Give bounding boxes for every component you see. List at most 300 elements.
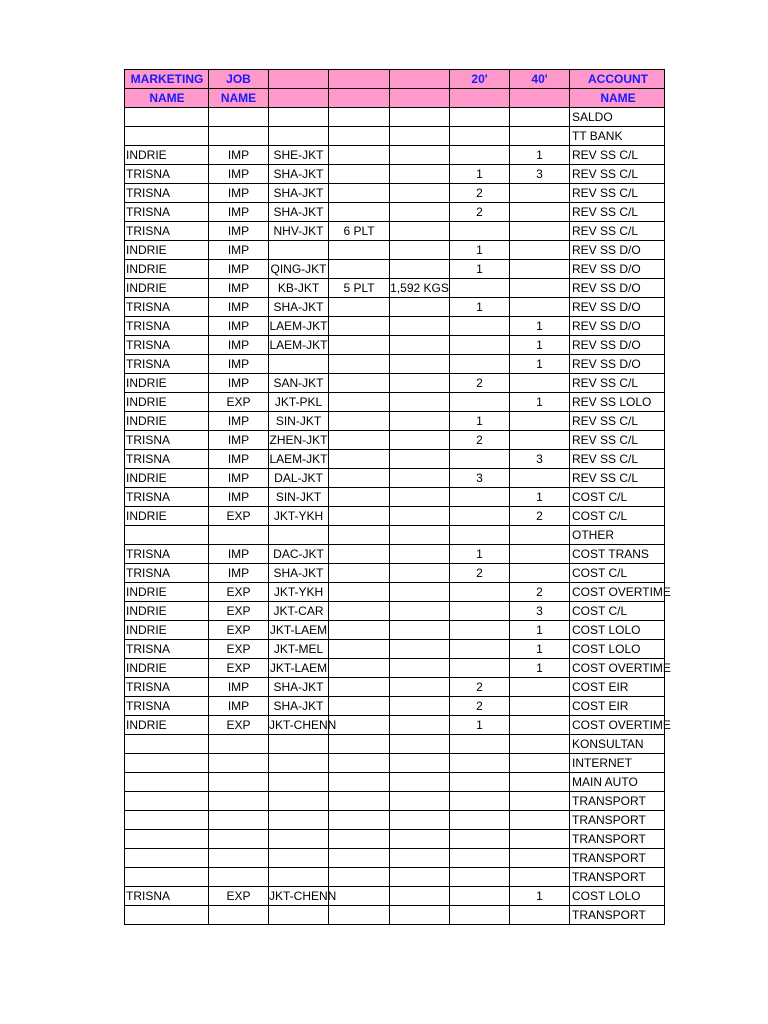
header-cell-qty-40: 40': [510, 70, 570, 89]
cell-qty-20: 2: [450, 678, 510, 697]
cell-job-name: IMP: [209, 241, 269, 260]
cell-qty-20: 1: [450, 241, 510, 260]
cell-marketing-name: INDRIE: [125, 659, 209, 678]
cell-packages: [329, 393, 390, 412]
cell-packages: [329, 659, 390, 678]
header-row: [125, 89, 665, 108]
table-row: [125, 792, 665, 811]
cell-route: [269, 906, 329, 925]
table-row: [125, 146, 665, 165]
table-row: [125, 222, 665, 241]
cell-packages: [329, 507, 390, 526]
cell-route: SHA-JKT: [269, 298, 329, 317]
cell-weight: [390, 203, 450, 222]
cell-marketing-name: TRISNA: [125, 298, 209, 317]
cell-job-name: IMP: [209, 374, 269, 393]
cell-route: [269, 849, 329, 868]
cell-account-name: REV SS LOLO: [570, 393, 665, 412]
cell-account-name: COST LOLO: [570, 887, 665, 906]
cell-marketing-name: [125, 754, 209, 773]
cell-marketing-name: INDRIE: [125, 241, 209, 260]
cell-weight: [390, 754, 450, 773]
cell-qty-20: [450, 659, 510, 678]
cell-qty-20: [450, 849, 510, 868]
cell-account-name: COST TRANS: [570, 545, 665, 564]
cell-packages: [329, 184, 390, 203]
table-row: [125, 336, 665, 355]
header-cell-job-name: JOB: [209, 70, 269, 89]
cell-job-name: [209, 792, 269, 811]
cell-account-name: COST C/L: [570, 564, 665, 583]
cell-marketing-name: TRISNA: [125, 336, 209, 355]
cell-weight: [390, 431, 450, 450]
cell-weight: [390, 488, 450, 507]
cell-qty-20: [450, 127, 510, 146]
cell-account-name: COST OVERTIME: [570, 583, 665, 602]
table-row: [125, 621, 665, 640]
cell-route: SAN-JKT: [269, 374, 329, 393]
cell-job-name: IMP: [209, 469, 269, 488]
cell-weight: [390, 507, 450, 526]
cell-qty-40: [510, 412, 570, 431]
cell-packages: [329, 792, 390, 811]
cell-packages: [329, 431, 390, 450]
header-cell-packages: [329, 89, 390, 108]
cell-qty-40: [510, 792, 570, 811]
cell-packages: [329, 488, 390, 507]
cell-packages: 5 PLT: [329, 279, 390, 298]
header-cell-qty-20: [450, 89, 510, 108]
cell-route: [269, 868, 329, 887]
table-row: [125, 450, 665, 469]
cell-account-name: TT BANK: [570, 127, 665, 146]
cell-account-name: REV SS C/L: [570, 412, 665, 431]
cell-packages: [329, 640, 390, 659]
cell-qty-40: [510, 735, 570, 754]
cell-qty-20: 2: [450, 697, 510, 716]
cell-qty-20: 2: [450, 203, 510, 222]
table-row: [125, 830, 665, 849]
cell-qty-40: 2: [510, 583, 570, 602]
cell-job-name: IMP: [209, 298, 269, 317]
header-cell-weight: [390, 70, 450, 89]
cell-job-name: [209, 830, 269, 849]
table-row: [125, 887, 665, 906]
cell-qty-40: [510, 469, 570, 488]
cell-route: [269, 792, 329, 811]
cell-route: LAEM-JKT: [269, 317, 329, 336]
table-row: [125, 640, 665, 659]
table-row: [125, 184, 665, 203]
cell-weight: [390, 868, 450, 887]
cell-marketing-name: [125, 868, 209, 887]
cell-marketing-name: TRISNA: [125, 564, 209, 583]
cell-weight: [390, 716, 450, 735]
cell-packages: [329, 317, 390, 336]
cell-route: [269, 754, 329, 773]
cell-qty-20: [450, 583, 510, 602]
cell-job-name: [209, 868, 269, 887]
cell-route: QING-JKT: [269, 260, 329, 279]
cell-job-name: [209, 127, 269, 146]
cell-packages: [329, 716, 390, 735]
cell-qty-20: [450, 621, 510, 640]
cell-marketing-name: INDRIE: [125, 583, 209, 602]
cell-packages: [329, 697, 390, 716]
cell-account-name: INTERNET: [570, 754, 665, 773]
cell-job-name: EXP: [209, 507, 269, 526]
table-row: [125, 773, 665, 792]
cell-marketing-name: [125, 773, 209, 792]
cell-qty-40: [510, 108, 570, 127]
cell-qty-40: [510, 830, 570, 849]
cell-qty-40: [510, 222, 570, 241]
cell-marketing-name: INDRIE: [125, 374, 209, 393]
cell-marketing-name: INDRIE: [125, 412, 209, 431]
cell-account-name: REV SS D/O: [570, 260, 665, 279]
cell-qty-20: [450, 526, 510, 545]
cell-packages: [329, 165, 390, 184]
cell-marketing-name: TRISNA: [125, 640, 209, 659]
cell-account-name: COST C/L: [570, 507, 665, 526]
header-cell-account-name: ACCOUNT: [570, 70, 665, 89]
cell-weight: [390, 393, 450, 412]
cell-marketing-name: INDRIE: [125, 393, 209, 412]
header-row: [125, 70, 665, 89]
cell-packages: 6 PLT: [329, 222, 390, 241]
cell-packages: [329, 811, 390, 830]
table-row: [125, 678, 665, 697]
cell-qty-20: [450, 108, 510, 127]
cell-packages: [329, 868, 390, 887]
cell-packages: [329, 735, 390, 754]
table-row: [125, 849, 665, 868]
header-cell-account-name: NAME: [570, 89, 665, 108]
header-cell-weight: [390, 89, 450, 108]
table-row: [125, 165, 665, 184]
cell-qty-40: [510, 906, 570, 925]
cell-packages: [329, 469, 390, 488]
cell-job-name: EXP: [209, 621, 269, 640]
cell-marketing-name: TRISNA: [125, 165, 209, 184]
header-cell-route: [269, 70, 329, 89]
cell-job-name: [209, 108, 269, 127]
cell-marketing-name: TRISNA: [125, 450, 209, 469]
header-cell-packages: [329, 70, 390, 89]
cell-job-name: IMP: [209, 412, 269, 431]
cell-qty-20: 1: [450, 260, 510, 279]
cell-account-name: TRANSPORT: [570, 849, 665, 868]
cell-qty-40: [510, 203, 570, 222]
cell-route: [269, 526, 329, 545]
cell-marketing-name: INDRIE: [125, 279, 209, 298]
cell-account-name: REV SS D/O: [570, 355, 665, 374]
cell-marketing-name: TRISNA: [125, 431, 209, 450]
cell-weight: [390, 146, 450, 165]
table-row: [125, 393, 665, 412]
cell-weight: [390, 697, 450, 716]
cell-job-name: IMP: [209, 165, 269, 184]
cell-weight: [390, 450, 450, 469]
cell-qty-40: 1: [510, 659, 570, 678]
cell-packages: [329, 678, 390, 697]
cell-route: LAEM-JKT: [269, 336, 329, 355]
cell-packages: [329, 336, 390, 355]
cell-packages: [329, 830, 390, 849]
cell-packages: [329, 412, 390, 431]
cell-route: SHA-JKT: [269, 203, 329, 222]
cell-packages: [329, 754, 390, 773]
cell-weight: [390, 412, 450, 431]
cell-weight: [390, 545, 450, 564]
cell-account-name: REV SS C/L: [570, 374, 665, 393]
cell-account-name: TRANSPORT: [570, 811, 665, 830]
cell-marketing-name: [125, 735, 209, 754]
table-row: [125, 298, 665, 317]
cell-job-name: EXP: [209, 393, 269, 412]
cell-qty-20: [450, 488, 510, 507]
cell-weight: [390, 602, 450, 621]
cell-qty-40: [510, 754, 570, 773]
cell-qty-40: [510, 279, 570, 298]
cell-weight: [390, 336, 450, 355]
cell-packages: [329, 127, 390, 146]
cell-weight: [390, 849, 450, 868]
cell-job-name: IMP: [209, 697, 269, 716]
cell-account-name: REV SS D/O: [570, 317, 665, 336]
cell-qty-40: 1: [510, 146, 570, 165]
cell-qty-40: 3: [510, 450, 570, 469]
cell-qty-20: [450, 640, 510, 659]
cell-route: JKT-PKL: [269, 393, 329, 412]
cell-job-name: IMP: [209, 222, 269, 241]
table-row: [125, 488, 665, 507]
cell-marketing-name: [125, 127, 209, 146]
cell-job-name: IMP: [209, 431, 269, 450]
cell-account-name: REV SS D/O: [570, 279, 665, 298]
cell-job-name: [209, 773, 269, 792]
cell-marketing-name: [125, 811, 209, 830]
cell-route: SIN-JKT: [269, 488, 329, 507]
cell-qty-40: 1: [510, 355, 570, 374]
cell-job-name: EXP: [209, 583, 269, 602]
cell-weight: [390, 792, 450, 811]
cell-job-name: IMP: [209, 355, 269, 374]
cell-job-name: IMP: [209, 336, 269, 355]
cell-weight: [390, 469, 450, 488]
cell-job-name: IMP: [209, 184, 269, 203]
cell-qty-20: [450, 830, 510, 849]
cell-qty-40: [510, 260, 570, 279]
cell-weight: [390, 773, 450, 792]
cell-job-name: [209, 754, 269, 773]
cell-packages: [329, 849, 390, 868]
cell-qty-20: 1: [450, 545, 510, 564]
cell-route: KB-JKT: [269, 279, 329, 298]
cell-weight: [390, 317, 450, 336]
cell-packages: [329, 108, 390, 127]
cell-qty-20: [450, 868, 510, 887]
cell-qty-40: [510, 564, 570, 583]
cell-marketing-name: INDRIE: [125, 146, 209, 165]
cell-route: JKT-YKH: [269, 507, 329, 526]
cell-weight: [390, 906, 450, 925]
cell-packages: [329, 298, 390, 317]
cell-route: [269, 355, 329, 374]
cell-route: [269, 811, 329, 830]
cell-qty-20: [450, 393, 510, 412]
cell-account-name: COST OVERTIME: [570, 716, 665, 735]
cell-weight: [390, 298, 450, 317]
cell-marketing-name: [125, 906, 209, 925]
cell-qty-40: [510, 526, 570, 545]
cell-route: [269, 773, 329, 792]
cell-marketing-name: INDRIE: [125, 260, 209, 279]
cell-account-name: SALDO: [570, 108, 665, 127]
cell-account-name: TRANSPORT: [570, 792, 665, 811]
table-row: [125, 564, 665, 583]
cell-weight: [390, 678, 450, 697]
cell-qty-20: [450, 906, 510, 925]
table-row: [125, 526, 665, 545]
cell-packages: [329, 621, 390, 640]
cell-qty-20: [450, 602, 510, 621]
cell-packages: [329, 545, 390, 564]
cell-weight: [390, 621, 450, 640]
cell-account-name: COST C/L: [570, 488, 665, 507]
cell-qty-20: [450, 792, 510, 811]
table-body: [125, 70, 671, 925]
cell-weight: [390, 526, 450, 545]
cell-route: DAC-JKT: [269, 545, 329, 564]
cell-job-name: IMP: [209, 317, 269, 336]
cell-marketing-name: TRISNA: [125, 222, 209, 241]
cell-qty-40: [510, 773, 570, 792]
cell-route: [269, 241, 329, 260]
cell-route: [269, 830, 329, 849]
cell-qty-20: [450, 507, 510, 526]
cell-marketing-name: TRISNA: [125, 355, 209, 374]
cell-qty-40: 1: [510, 488, 570, 507]
cell-qty-20: [450, 735, 510, 754]
cell-weight: [390, 241, 450, 260]
cell-weight: 1,592 KGS: [390, 279, 450, 298]
cell-job-name: [209, 811, 269, 830]
cell-account-name: REV SS D/O: [570, 336, 665, 355]
cell-packages: [329, 355, 390, 374]
cell-packages: [329, 526, 390, 545]
cell-weight: [390, 108, 450, 127]
cell-route: [269, 735, 329, 754]
table-row: [125, 754, 665, 773]
cell-weight: [390, 184, 450, 203]
cell-route: DAL-JKT: [269, 469, 329, 488]
cell-qty-20: [450, 811, 510, 830]
cell-marketing-name: INDRIE: [125, 507, 209, 526]
cell-account-name: MAIN AUTO: [570, 773, 665, 792]
cell-account-name: COST EIR: [570, 678, 665, 697]
table-row: [125, 431, 665, 450]
cell-marketing-name: TRISNA: [125, 317, 209, 336]
cell-account-name: REV SS C/L: [570, 431, 665, 450]
cell-account-name: TRANSPORT: [570, 868, 665, 887]
cell-packages: [329, 773, 390, 792]
cell-packages: [329, 887, 390, 906]
table-row: [125, 868, 665, 887]
cell-qty-40: 1: [510, 621, 570, 640]
table-row: [125, 108, 665, 127]
cell-job-name: EXP: [209, 602, 269, 621]
cell-route: SIN-JKT: [269, 412, 329, 431]
cell-weight: [390, 887, 450, 906]
cell-weight: [390, 811, 450, 830]
cell-marketing-name: [125, 526, 209, 545]
cell-account-name: COST OVERTIME: [570, 659, 665, 678]
cell-job-name: IMP: [209, 279, 269, 298]
cell-route: JKT-CHENN: [269, 887, 329, 906]
cell-qty-40: 3: [510, 602, 570, 621]
cell-job-name: IMP: [209, 564, 269, 583]
cell-job-name: [209, 906, 269, 925]
table-row: [125, 355, 665, 374]
cell-qty-20: [450, 773, 510, 792]
cell-qty-40: 2: [510, 507, 570, 526]
table-row: [125, 735, 665, 754]
cell-marketing-name: [125, 792, 209, 811]
table-row: [125, 469, 665, 488]
cell-account-name: COST LOLO: [570, 621, 665, 640]
cell-packages: [329, 260, 390, 279]
cell-account-name: KONSULTAN: [570, 735, 665, 754]
cell-qty-40: [510, 697, 570, 716]
cell-job-name: EXP: [209, 887, 269, 906]
cell-route: SHE-JKT: [269, 146, 329, 165]
cell-packages: [329, 602, 390, 621]
cell-qty-40: [510, 678, 570, 697]
header-cell-marketing-name: MARKETING: [125, 70, 209, 89]
table-row: [125, 716, 665, 735]
cell-route: SHA-JKT: [269, 165, 329, 184]
cell-qty-20: [450, 222, 510, 241]
cell-weight: [390, 260, 450, 279]
job-account-table: [124, 69, 671, 925]
table-row: [125, 583, 665, 602]
cell-account-name: REV SS C/L: [570, 469, 665, 488]
cell-route: ZHEN-JKT: [269, 431, 329, 450]
cell-qty-20: 3: [450, 469, 510, 488]
cell-weight: [390, 735, 450, 754]
cell-job-name: EXP: [209, 659, 269, 678]
cell-marketing-name: [125, 108, 209, 127]
header-cell-qty-20: 20': [450, 70, 510, 89]
cell-qty-40: [510, 127, 570, 146]
cell-weight: [390, 374, 450, 393]
cell-account-name: REV SS D/O: [570, 298, 665, 317]
cell-job-name: [209, 849, 269, 868]
cell-weight: [390, 564, 450, 583]
cell-qty-40: [510, 868, 570, 887]
cell-packages: [329, 450, 390, 469]
cell-account-name: OTHER: [570, 526, 665, 545]
cell-marketing-name: TRISNA: [125, 697, 209, 716]
cell-qty-20: [450, 450, 510, 469]
header-cell-qty-40: [510, 89, 570, 108]
cell-marketing-name: INDRIE: [125, 469, 209, 488]
cell-packages: [329, 583, 390, 602]
cell-weight: [390, 165, 450, 184]
cell-job-name: EXP: [209, 640, 269, 659]
table-row: [125, 507, 665, 526]
